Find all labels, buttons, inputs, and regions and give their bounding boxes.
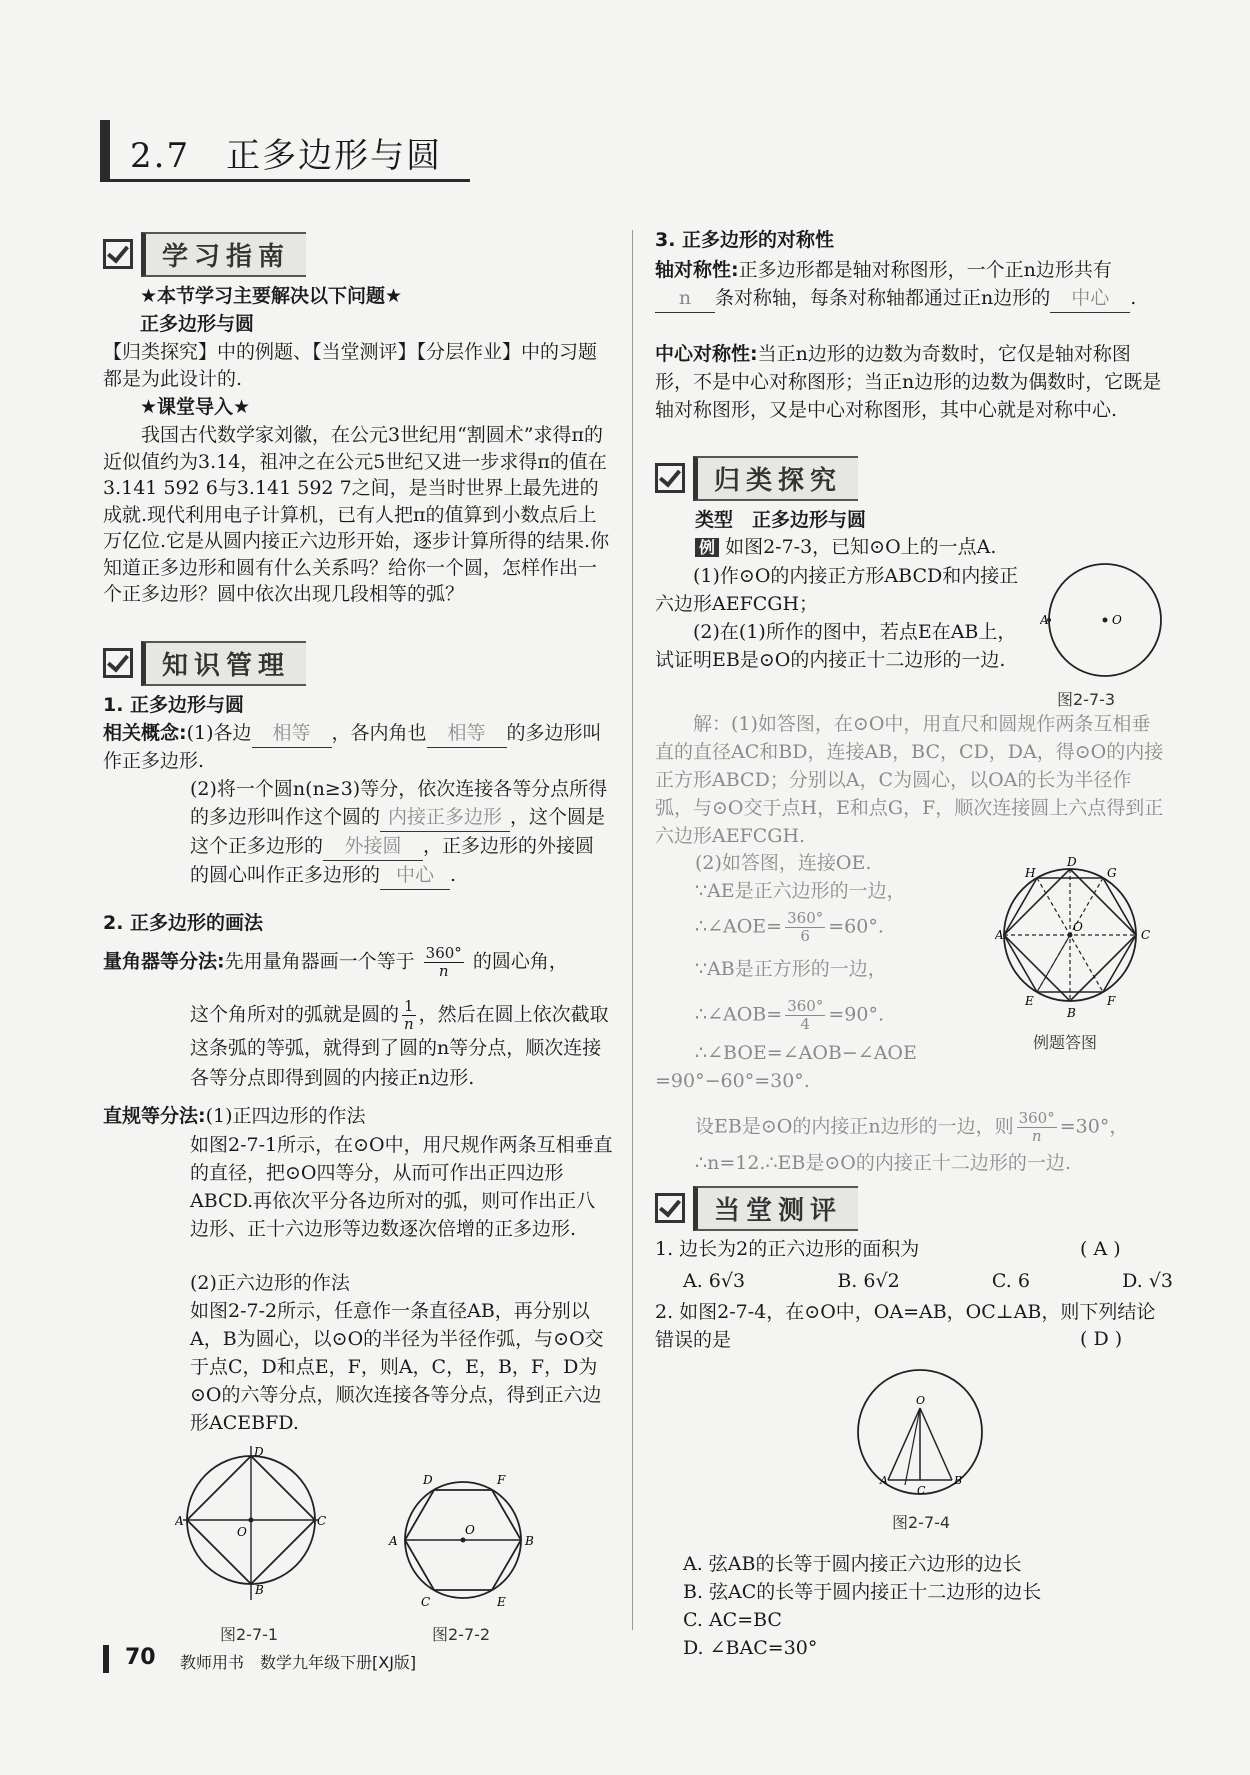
q2-option-d[interactable]: D. ∠BAC=30°	[683, 1637, 818, 1659]
section-knowledge	[103, 643, 306, 683]
section-guide-label: 学习指南	[141, 232, 306, 277]
answer-figure-caption: 例题答图	[1033, 1033, 1098, 1052]
section-explore	[655, 458, 858, 498]
guide-intro-text: 我国古代数学家刘徽，在公元3世纪用“割圆术”求得π的近似值约为3.14，祖冲之在公元5世纪又进一步求得π的值在3.141 592 6与3.141 592 7之间，是当时世界上最先进的成就.现代利用电子计算机，已有人把π的值算到小数点后上万亿位.它是从圆内接正六边形开始，逐步计算所得的结果.你知道正多边形和圆有什么关系吗？给你一个圆，怎样作出一个正多边形？圆中依次出现几段相等的弧？	[103, 424, 610, 605]
guide-intro-heading: ★课堂导入★	[140, 396, 251, 418]
checkbox-icon	[655, 1193, 685, 1223]
example-tag: 例	[695, 538, 719, 557]
q1-option-d[interactable]: D. √3	[1122, 1270, 1173, 1292]
ans-label-h: H	[1025, 866, 1036, 880]
figure-2-7-2	[385, 1470, 535, 1610]
solution-line-7: ∴∠BOE=∠AOB−∠AOE	[695, 1042, 917, 1064]
figure-2-7-3	[1040, 560, 1170, 680]
q1-option-a[interactable]: A. 6√3	[683, 1270, 746, 1292]
ruler-method-2-title: (2)正六边形的作法	[190, 1272, 350, 1294]
fig1-label-a: A	[175, 1514, 184, 1528]
solution-part-1: 解：(1)如答图，在⊙O中，用直尺和圆规作两条互相垂直的直径AC和BD，连接AB，BC，CD，DA，得⊙O的内接正方形ABCD；分别以A，C为圆心，以OA的长为半径作弧，与⊙O交于点H，E和点G，F，顺次连接圆上六点得到正六边形AEFCGH.	[655, 713, 1164, 847]
ans-label-b: B	[1067, 1006, 1076, 1020]
ruler-method-1: 如图2-7-1所示，在⊙O中，用尺规作两条互相垂直的直径，把⊙O四等分，从而可作出正四边形ABCD.再依次平分各边所对的弧，则可作出正八边形、正十六边形等边数逐次倍增的正多边形.	[190, 1134, 613, 1240]
concept-1: 相关概念:(1)各边 相等 ，各内角也 相等 的多边形叫作正多边形.	[103, 722, 602, 772]
example-q1: (1)作⊙O的内接正方形ABCD和内接正六边形AEFCGH；	[655, 565, 1019, 615]
ruler-method-label: 直规等分法:(1)正四边形的作法	[103, 1105, 366, 1127]
test-q1-answer: ( A )	[1080, 1238, 1121, 1260]
solution-line-9: 设EB是⊙O的内接正n边形的一边，则 $\frac{360^\circ}{n}$ =30°，	[695, 1109, 1129, 1145]
axis-symmetry: 轴对称性:正多边形都是轴对称图形，一个正n边形共有n 条对称轴，每条对称轴都通过正n边形的 中心 .	[655, 256, 1165, 313]
fig1-label-b: B	[255, 1583, 264, 1597]
symmetry-heading: 3. 正多边形的对称性	[655, 229, 835, 251]
example-statement: 例 如图2-7-3，已知⊙O上的一点A.	[695, 534, 1165, 561]
fig2-caption: 图2-7-2	[432, 1625, 491, 1644]
section-explore-label: 归类探究	[693, 456, 858, 501]
footer-bar	[103, 1645, 109, 1673]
test-q2-options	[683, 1550, 1041, 1662]
section-test-label: 当堂测评	[693, 1186, 858, 1231]
fig1-label-c: C	[317, 1514, 327, 1528]
section-test	[655, 1188, 858, 1228]
page-number: 70	[125, 1645, 156, 1670]
page-title: 2.7 正多边形与圆	[130, 136, 443, 176]
fig4-label-a: A	[880, 1474, 888, 1487]
ans-label-d: D	[1067, 855, 1077, 869]
fig4-label-b: B	[954, 1474, 963, 1487]
solution-line-5: ∵AB是正方形的一边，	[695, 958, 887, 980]
figure-2-7-4	[855, 1360, 985, 1505]
fig2-label-e: E	[497, 1595, 506, 1609]
protractor-method: 量角器等分法:先用量角器画一个等于 $\frac{360^\circ}{n}$ 的圆心角，	[103, 944, 568, 980]
solution-line-6: ∴∠AOB= $\frac{360^\circ}{4}$ =90°.	[695, 997, 884, 1033]
checkbox-icon	[655, 463, 685, 493]
footer-text: 教师用书 数学九年级下册[XJ版]	[180, 1653, 417, 1672]
ans-label-o: O	[1073, 920, 1083, 934]
ans-label-f: F	[1107, 994, 1116, 1008]
concept-2: (2)将一个圆n(n≥3)等分，依次连接各等分点所得的多边形叫作这个圆的 内接正多边形 ，这个圆是这个正多边形的 外接圆 ，正多边形的外接圆的圆心叫作正多边形的 中心 .	[190, 775, 613, 890]
example-q2: (2)在(1)所作的图中，若点E在AB上，试证明EB是⊙O的内接正十二边形的一边.	[655, 621, 1017, 671]
ruler-method-2: 如图2-7-2所示，任意作一条直径AB，再分别以A，B为圆心，以⊙O的半径为半径作弧，与⊙O交于点C，D和点E，F，则A，C，E，B，F，D为⊙O的六等分点，顺次连接各等分点，得到正六边形ACEBFD.	[190, 1300, 604, 1434]
q2-option-c[interactable]: C. AC=BC	[683, 1609, 782, 1631]
fig2-label-d: D	[423, 1473, 433, 1487]
solution-line-10: ∴n=12.∴EB是⊙O的内接正十二边形的一边.	[695, 1152, 1071, 1174]
fig3-label-o: O	[1112, 613, 1122, 627]
figure-2-7-1	[175, 1428, 335, 1608]
ans-label-a: A	[995, 928, 1004, 942]
ans-label-c: C	[1141, 928, 1151, 942]
fig2-label-f: F	[497, 1473, 506, 1487]
fig1-caption: 图2-7-1	[220, 1625, 279, 1644]
answer-figure	[995, 855, 1170, 1020]
center-symmetry: 中心对称性:当正n边形的边数为奇数时，它仅是轴对称图形，不是中心对称图形；当正n边形的边数为偶数时，它既是轴对称图形，又是中心对称图形，其中心就是对称中心.	[655, 343, 1162, 421]
guide-topic: 正多边形与圆	[140, 313, 255, 335]
fig3-label-a: A	[1040, 613, 1049, 627]
test-q1-options	[683, 1268, 1173, 1295]
test-q2: 2. 如图2-7-4，在⊙O中，OA=AB，OC⊥AB，则下列结论错误的是	[655, 1301, 1156, 1351]
fig2-label-a: A	[389, 1534, 398, 1548]
fig1-label-d: D	[254, 1445, 264, 1459]
fig3-caption: 图2-7-3	[1057, 690, 1116, 709]
fig4-label-o: O	[916, 1394, 926, 1407]
q2-option-a[interactable]: A. 弦AB的长等于圆内接正六边形的边长	[683, 1553, 1022, 1575]
solution-line-8: =90°−60°=30°.	[655, 1070, 810, 1092]
test-q2-answer: ( D )	[1080, 1328, 1123, 1350]
knowledge-heading-2: 2. 正多边形的画法	[103, 912, 264, 934]
solution-line-4: ∴∠AOE= $\frac{360^\circ}{6}$ =60°.	[695, 909, 884, 945]
protractor-method-cont: 这个角所对的弧就是圆的 $\frac{1}{n}$ ，然后在圆上依次截取这条弧的等弧，就得到了圆的n等分点，顺次连接各等分点即得到圆的内接正n边形.	[190, 997, 609, 1089]
q1-option-b[interactable]: B. 6√2	[837, 1270, 900, 1292]
ans-label-e: E	[1025, 994, 1034, 1008]
fig2-label-o: O	[465, 1523, 475, 1537]
fig4-label-c: C	[917, 1484, 926, 1497]
column-divider	[632, 230, 633, 1630]
solution-line-3: ∵AE是正六边形的一边，	[695, 880, 906, 902]
chapter-title	[100, 120, 470, 182]
fig4-caption: 图2-7-4	[892, 1513, 951, 1532]
test-q1: 1. 边长为2的正六边形的面积为	[655, 1238, 920, 1260]
knowledge-heading-1: 1. 正多边形与圆	[103, 694, 245, 716]
section-guide	[103, 234, 306, 274]
fig1-label-o: O	[237, 1525, 247, 1539]
guide-design-note: 【归类探究】中的例题、【当堂测评】【分层作业】中的习题都是为此设计的.	[103, 341, 598, 390]
ans-label-g: G	[1107, 866, 1117, 880]
guide-star-heading: ★本节学习主要解决以下问题★	[140, 285, 403, 307]
section-knowledge-label: 知识管理	[141, 641, 306, 686]
checkbox-icon	[103, 648, 133, 678]
q1-option-c[interactable]: C. 6	[991, 1270, 1030, 1292]
q2-option-b[interactable]: B. 弦AC的长等于圆内接正十二边形的边长	[683, 1581, 1042, 1603]
fig2-label-c: C	[421, 1595, 431, 1609]
fig2-label-b: B	[525, 1534, 534, 1548]
explore-type: 类型 正多边形与圆	[695, 509, 867, 531]
solution-part-2: (2)如答图，连接OE.	[695, 852, 872, 874]
checkbox-icon	[103, 239, 133, 269]
